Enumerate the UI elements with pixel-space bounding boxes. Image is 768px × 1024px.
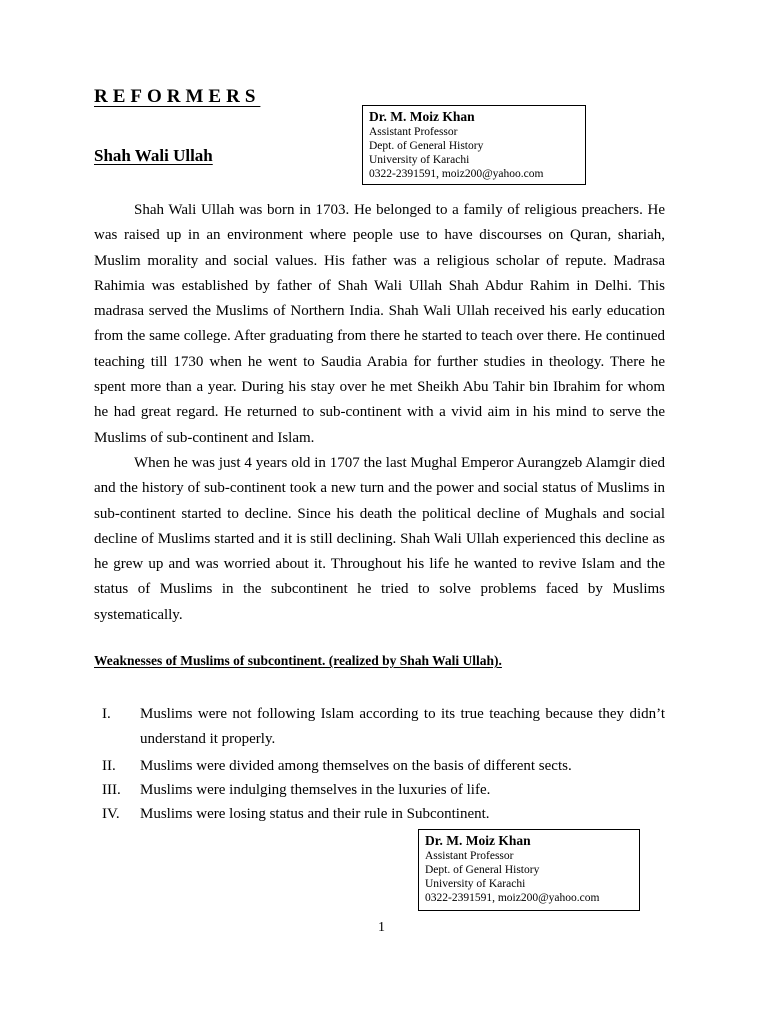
list-item-text: Muslims were not following Islam according to its true teaching because they didn’t understand it properly. bbox=[140, 706, 665, 747]
author-university: University of Karachi bbox=[425, 878, 526, 890]
list-item-number: I. bbox=[102, 706, 111, 722]
author-title: Assistant Professor bbox=[425, 850, 514, 862]
list-item-number: II. bbox=[102, 758, 116, 774]
list-item bbox=[94, 754, 665, 778]
author-box-bottom bbox=[418, 829, 640, 911]
list-item-text: Muslims were losing status and their rule in Subcontinent. bbox=[140, 806, 490, 822]
section-heading-shah-wali-ullah: Shah Wali Ullah bbox=[94, 146, 213, 165]
list-item-text: Muslims were indulging themselves in the luxuries of life. bbox=[140, 782, 491, 798]
paragraph-1: Shah Wali Ullah was born in 1703. He belonged to a family of religious preachers. He was raised up in an environment where people use to have discourses on Quran, shariah, Muslim morality and social values. His father was a religious scholar of repute. Madrasa Rahimia was established by father of Shah Wali Ullah Shah Abdur Rahim in Delhi. This madrasa served the Muslims of Northern India. Shah Wali Ullah received his early education from the same college. After graduating from there he started to teach over there. He continued teaching till 1730 when he went to Saudia Arabia for further studies in theology. There he spent more than a year. During his stay over he met Sheikh Abu Tahir bin Ibrahim for whom he had great regard. He returned to sub-continent with a vivid aim in his mind to serve the Muslims of sub-continent and Islam. bbox=[94, 202, 665, 446]
document-heading: REFORMERS bbox=[94, 86, 261, 107]
author-name: Dr. M. Moiz Khan bbox=[369, 109, 475, 124]
weaknesses-list bbox=[94, 702, 665, 826]
author-dept: Dept. of General History bbox=[425, 864, 540, 876]
author-contact: 0322-2391591, moiz200@yahoo.com bbox=[369, 168, 544, 180]
author-title: Assistant Professor bbox=[369, 126, 458, 138]
list-item-text: Muslims were divided among themselves on the basis of different sects. bbox=[140, 758, 572, 774]
author-box-top bbox=[362, 105, 586, 185]
list-item bbox=[94, 778, 665, 802]
paragraph-2: When he was just 4 years old in 1707 the last Mughal Emperor Aurangzeb Alamgir died and the history of sub-continent took a new turn and the power and social status of Muslims in sub-continent started to decline. Since his death the political decline of Mughals and social decline of Muslims started and it is still declining. Shah Wali Ullah experienced this decline as he grew up and was worried about it. Throughout his life he wanted to revive Islam and the status of Muslims in the subcontinent he tried to solve problems faced by Muslims systematically. bbox=[94, 454, 665, 623]
author-name: Dr. M. Moiz Khan bbox=[425, 833, 531, 848]
weaknesses-section-title: Weaknesses of Muslims of subcontinent. (realized by Shah Wali Ullah). bbox=[94, 653, 502, 668]
list-item-number: IV. bbox=[102, 806, 120, 822]
list-item-number: III. bbox=[102, 782, 121, 798]
body-text bbox=[94, 198, 665, 628]
author-dept: Dept. of General History bbox=[369, 140, 484, 152]
author-contact: 0322-2391591, moiz200@yahoo.com bbox=[425, 892, 600, 904]
author-university: University of Karachi bbox=[369, 154, 470, 166]
list-item bbox=[94, 702, 665, 754]
list-item bbox=[94, 802, 665, 826]
page-number: 1 bbox=[378, 920, 385, 935]
